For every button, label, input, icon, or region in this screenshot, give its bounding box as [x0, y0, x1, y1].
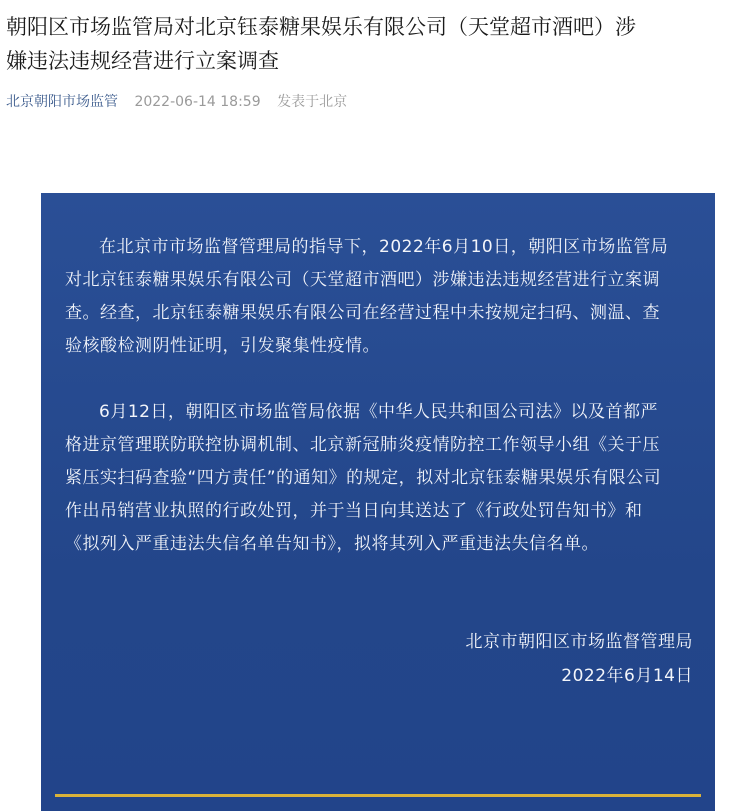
- notice-paragraph-1: [65, 231, 697, 363]
- signature-organization: 北京市朝阳区市场监督管理局: [465, 632, 693, 652]
- notice-line: 紧压实扫码查验“四方责任”的通知》的规定，拟对北京钰泰糖果娱乐有限公司: [65, 468, 662, 488]
- notice-line: 《拟列入严重违法失信名单告知书》，拟将其列入严重违法失信名单。: [65, 534, 599, 554]
- author-link[interactable]: 北京朝阳市场监管: [6, 94, 118, 110]
- publish-location: 发表于北京: [277, 94, 348, 110]
- notice-line: 6月12日，朝阳区市场监管局依据《中华人民共和国公司法》以及首都严: [99, 402, 658, 422]
- notice-image: [41, 193, 715, 811]
- article-title: 朝阳区市场监管局对北京钰泰糖果娱乐有限公司（天堂超市酒吧）涉 嫌违法违规经营进行立案调查: [6, 15, 636, 73]
- notice-line: 验核酸检测阴性证明，引发聚集性疫情。: [65, 336, 380, 356]
- publish-time: 2022-06-14 18:59: [134, 94, 261, 110]
- article-meta: [6, 91, 347, 111]
- notice-line: 作出吊销营业执照的行政处罚，并于当日向其送达了《行政处罚告知书》和: [65, 501, 643, 521]
- signature-date: 2022年6月14日: [561, 666, 693, 686]
- notice-paragraph-2: [65, 396, 697, 561]
- notice-line: 格进京管理联防联控协调机制、北京新冠肺炎疫情防控工作领导小组《关于压: [65, 435, 660, 455]
- notice-line: 查。经查，北京钰泰糖果娱乐有限公司在经营过程中未按规定扫码、测温、查: [65, 303, 660, 323]
- gold-divider: [55, 794, 701, 797]
- notice-line: 对北京钰泰糖果娱乐有限公司（天堂超市酒吧）涉嫌违法违规经营进行立案调: [65, 270, 660, 290]
- notice-line: 在北京市市场监督管理局的指导下，2022年6月10日，朝阳区市场监管局: [99, 237, 669, 257]
